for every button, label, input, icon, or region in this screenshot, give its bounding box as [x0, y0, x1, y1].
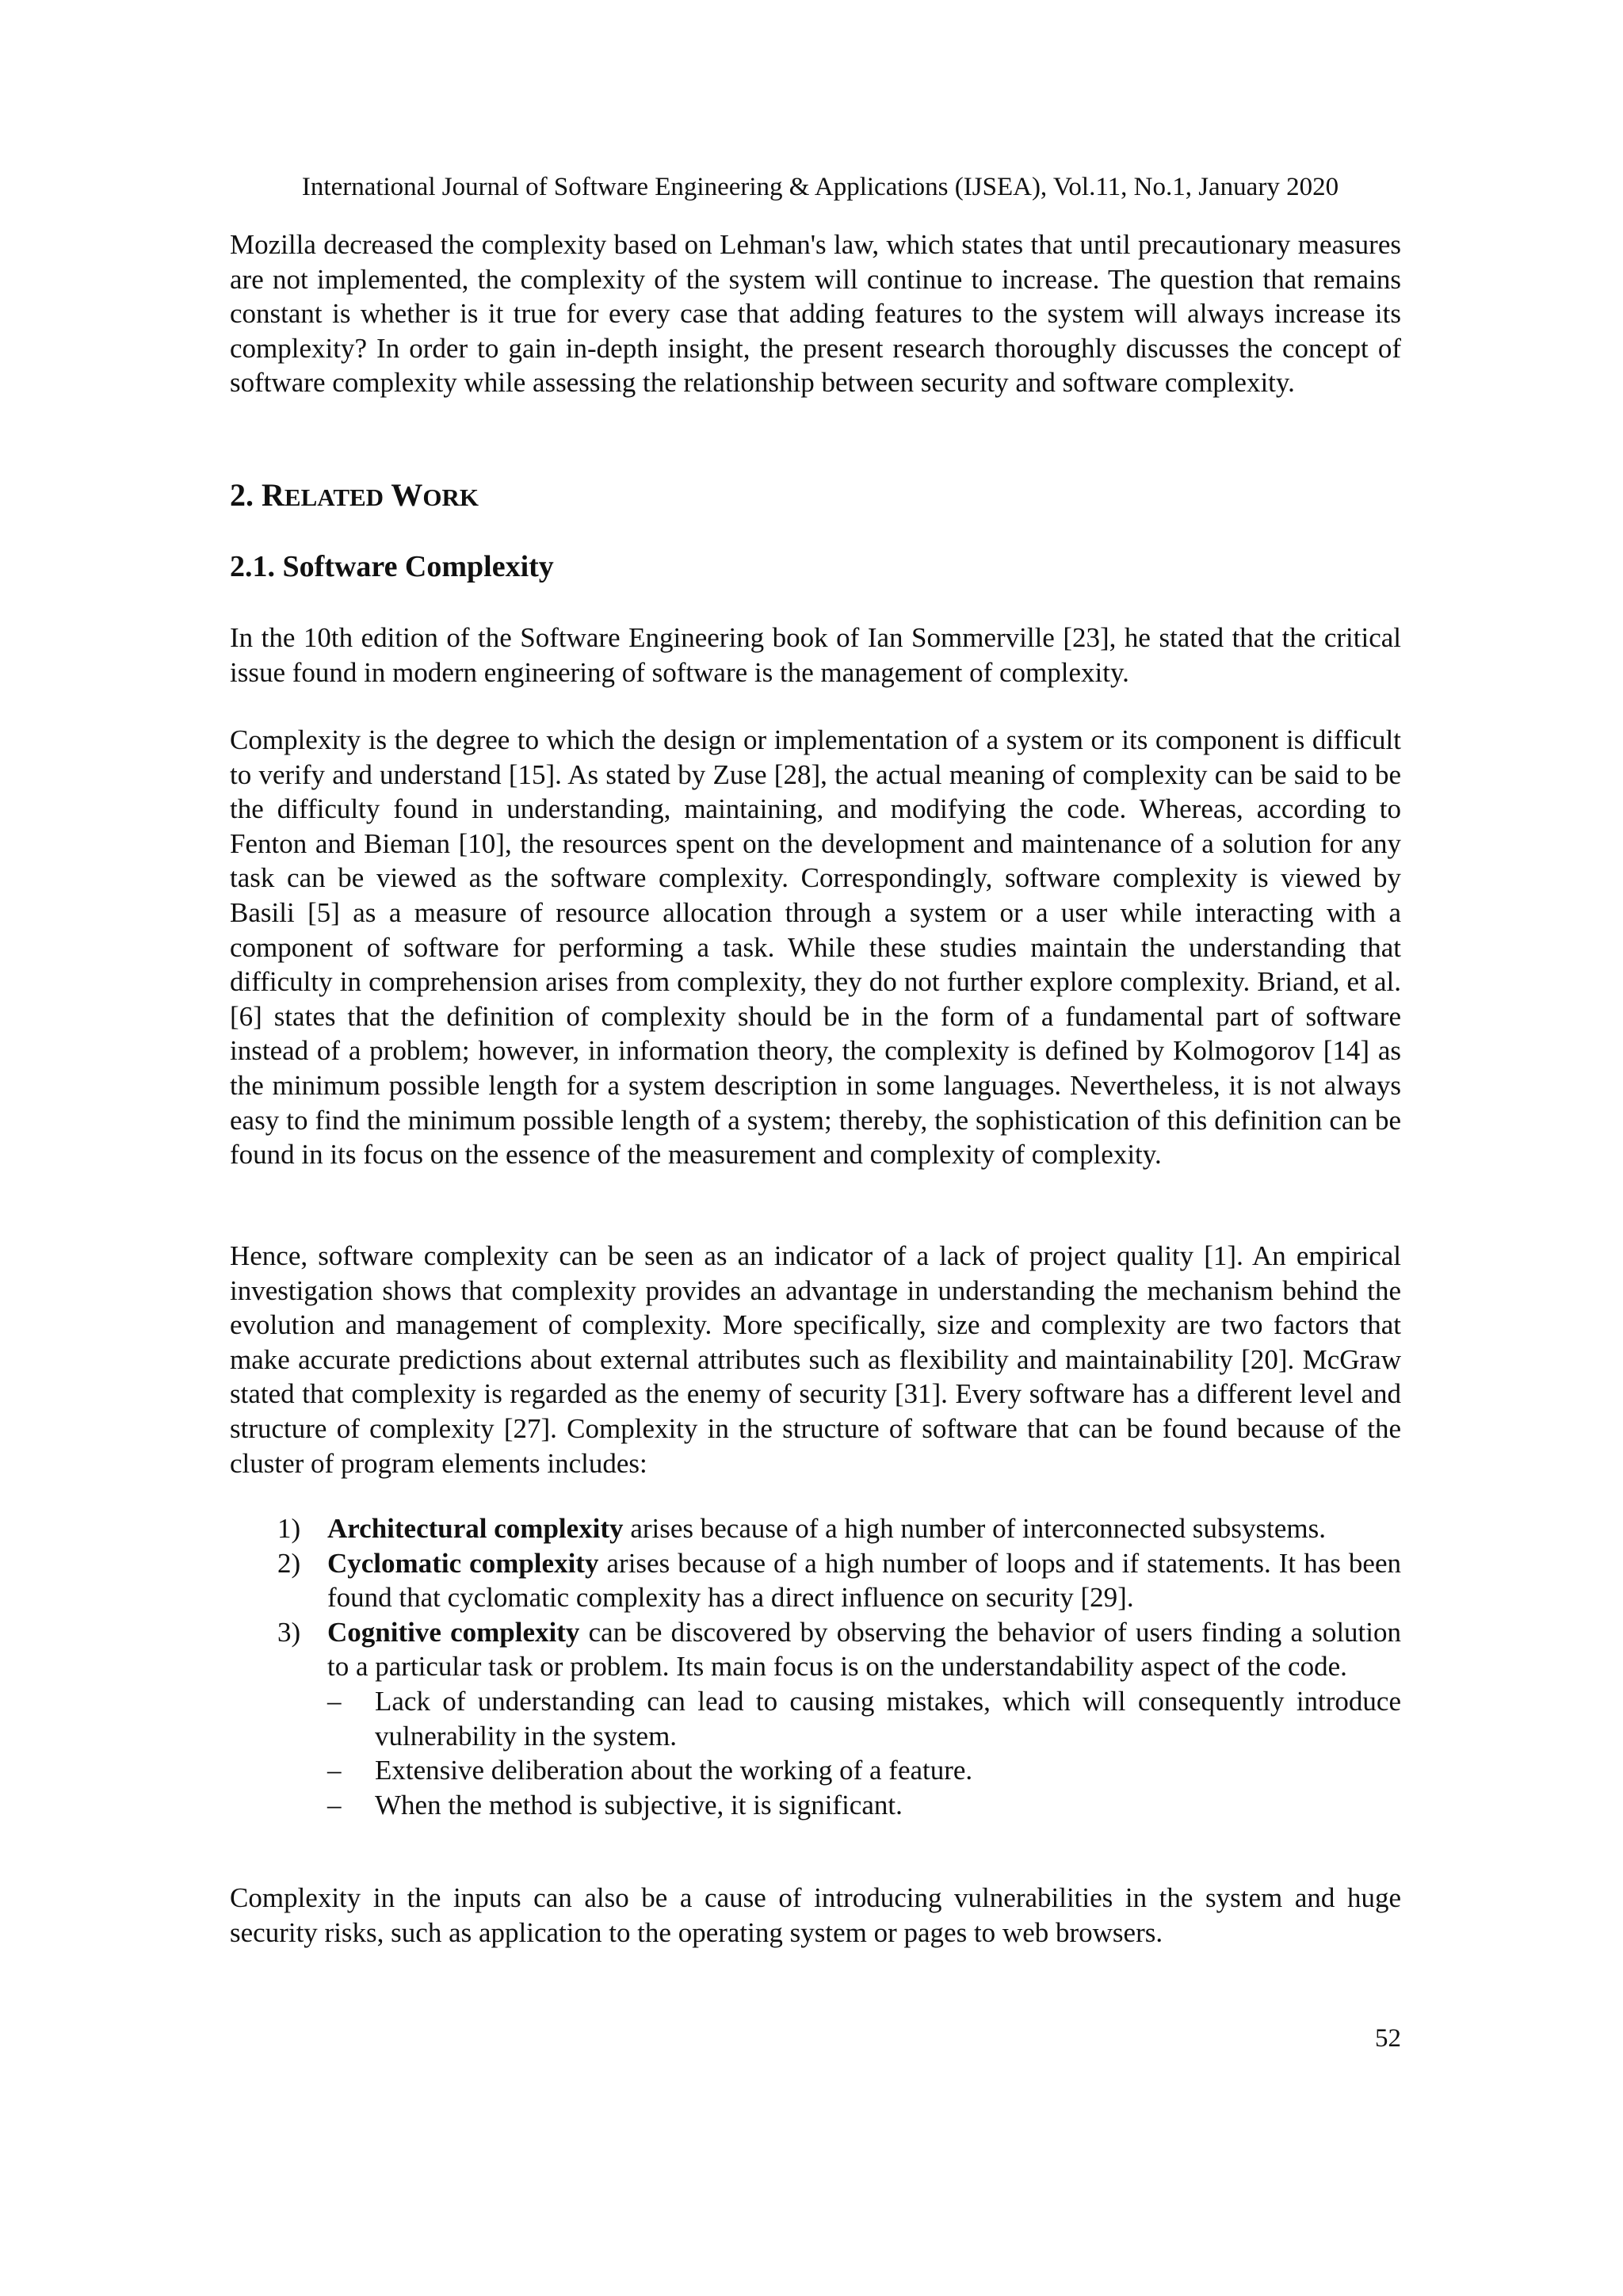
- intro-paragraph-text: Mozilla decreased the complexity based on Lehman's law, which states that until precautionary measures are not implemented, the complexity of the system will continue to increase. The question that remains constant is whether is it true for every case that adding features to the system will always increase its complexity? In order to gain in-depth insight, the present research thoroughly discusses the concept of software complexity while assessing the relationship between security and software complexity.: [230, 229, 1401, 399]
- paragraph: [230, 1881, 1401, 1950]
- section-title-w: W: [391, 477, 423, 513]
- list-item-text: arises because of a high number of interconnected subsystems.: [623, 1513, 1326, 1544]
- paragraph-text: In the 10th edition of the Software Engineering book of Ian Sommerville [23], he stated that the critical issue found in modern engineering of software is the management of complexity.: [230, 622, 1401, 688]
- paragraph-text: Hence, software complexity can be seen as an indicator of a lack of project quality [1]. An empirical investigation shows that complexity provides an advantage in understanding the mechanism behind the evolution and management of complexity. More specifically, size and complexity are two factors that make accurate predictions about external attributes such as flexibility and maintainability [20]. McGraw stated that complexity is regarded as the enemy of security [31]. Every software has a different level and structure of complexity [27]. Complexity in the structure of software that can be found because of the cluster of program elements includes:: [230, 1240, 1401, 1479]
- list-item-cyclomatic: [230, 1546, 1401, 1615]
- paragraph: [230, 621, 1401, 690]
- list-item-number: 2): [277, 1547, 301, 1579]
- section-number: 2.: [230, 477, 254, 513]
- section-title-r: R: [262, 477, 285, 513]
- running-header: International Journal of Software Engineering & Applications (IJSEA), Vol.11, No.1, January 2020: [301, 173, 1339, 201]
- complexity-list: [230, 1511, 1401, 1822]
- list-item-architectural: [230, 1511, 1401, 1546]
- dash-bullet: –: [327, 1685, 342, 1717]
- section-title-rest-1: ELATED: [284, 483, 384, 511]
- page-number: 52: [1375, 2024, 1401, 2053]
- list-item-text: arises because of a high number of loops and if statements. It has been found that cyclomatic complexity has a direct influence on security [29].: [327, 1547, 1401, 1614]
- sub-list-item-text: When the method is subjective, it is significant.: [375, 1789, 903, 1820]
- dash-bullet: –: [327, 1755, 342, 1786]
- sub-list-item: [327, 1788, 1401, 1823]
- sub-list-item: [327, 1684, 1401, 1753]
- list-item-term: Cyclomatic complexity: [327, 1547, 599, 1579]
- section-title-rest-2: ORK: [422, 483, 479, 511]
- dash-bullet: –: [327, 1789, 342, 1820]
- list-item-number: 1): [277, 1513, 301, 1544]
- intro-paragraph: [230, 227, 1401, 400]
- list-item-number: 3): [277, 1616, 301, 1648]
- paragraph: [230, 723, 1401, 1172]
- cognitive-sublist: [327, 1684, 1401, 1822]
- paragraph: [230, 1239, 1401, 1480]
- list-item-cognitive: [230, 1615, 1401, 1823]
- sub-list-item-text: Extensive deliberation about the working of a feature.: [375, 1755, 973, 1786]
- list-item-term: Cognitive complexity: [327, 1616, 580, 1648]
- paragraph-text: Complexity in the inputs can also be a cause of introducing vulnerabilities in the system and huge security risks, such as application to the operating system or pages to web browsers.: [230, 1882, 1401, 1948]
- section-heading: [230, 476, 479, 518]
- subsection-heading: 2.1. Software Complexity: [230, 550, 554, 583]
- paragraph-text: Complexity is the degree to which the design or implementation of a system or its component is difficult to verify and understand [15]. As stated by Zuse [28], the actual meaning of complexity can be said to be the difficulty found in understanding, maintaining, and modifying the code. Whereas, according to Fenton and Bieman [10], the resources spent on the development and maintenance of a solution for any task can be viewed as the software complexity. Correspondingly, software complexity is viewed by Basili [5] as a measure of resource allocation through a system or a user while interacting with a component of software for performing a task. While these studies maintain the understanding that difficulty in comprehension arises from complexity, they do not further explore complexity. Briand, et al. [6] states that the definition of complexity should be in the form of a fundamental part of software instead of a problem; however, in information theory, the complexity is defined by Kolmogorov [14] as the minimum possible length for a system description in some languages. Nevertheless, it is not always easy to find the minimum possible length of a system; thereby, the sophistication of this definition can be found in its focus on the essence of the measurement and complexity of complexity.: [230, 724, 1401, 1171]
- list-item-text: can be discovered by observing the behavior of users finding a solution to a particular task or problem. Its main focus is on the understandability aspect of the code.: [327, 1616, 1401, 1683]
- sub-list-item-text: Lack of understanding can lead to causing mistakes, which will consequently introduce vulnerability in the system.: [375, 1685, 1401, 1752]
- list-item-term: Architectural complexity: [327, 1513, 624, 1544]
- sub-list-item: [327, 1753, 1401, 1788]
